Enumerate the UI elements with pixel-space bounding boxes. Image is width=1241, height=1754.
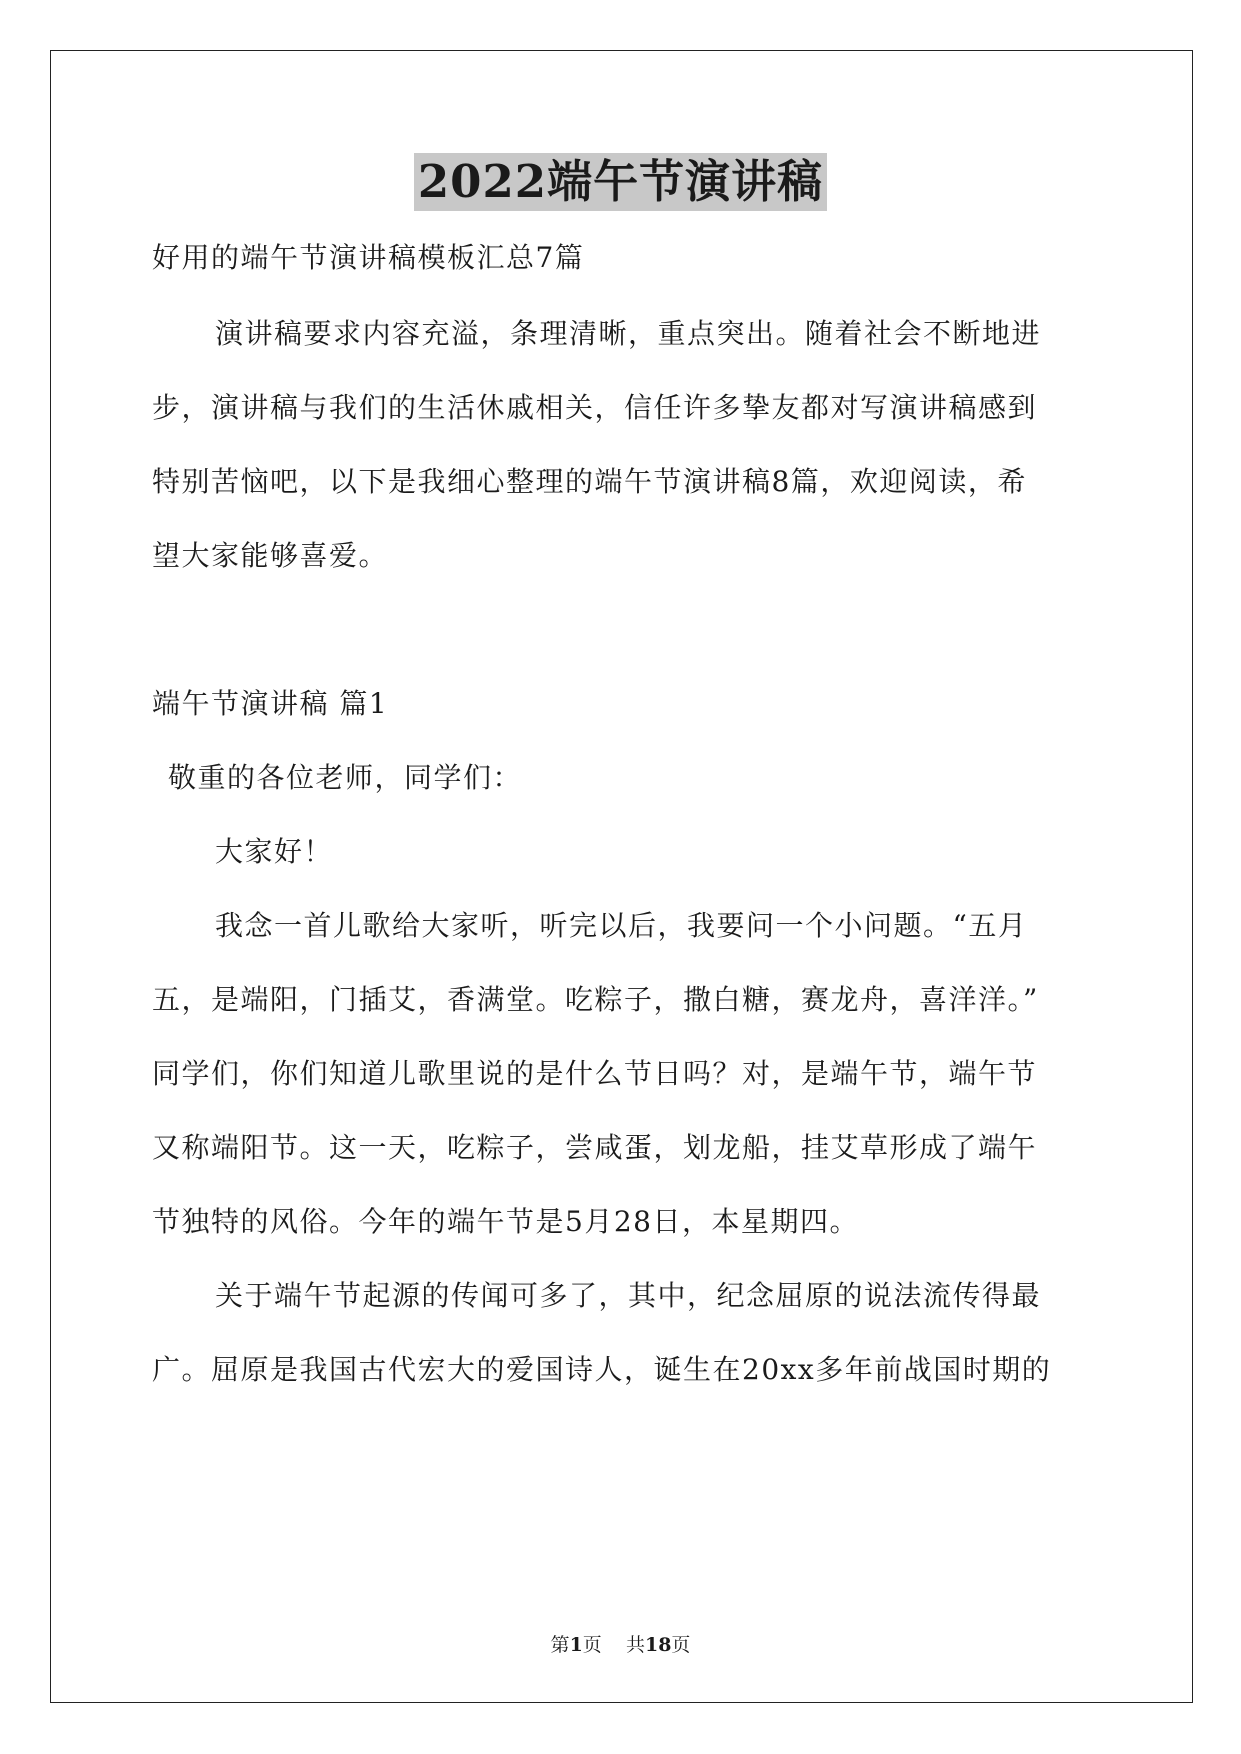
paragraph1-line-5: 节独特的风俗。今年的端午节是5月28日，本星期四。 [152, 1205, 859, 1238]
footer-page-number: 1 [569, 1634, 583, 1656]
section-heading: 端午节演讲稿 篇1 [152, 687, 389, 720]
paragraph1-line-4: 又称端阳节。这一天，吃粽子，尝咸蛋，划龙船，挂艾草形成了端午 [152, 1131, 1038, 1164]
paragraph2-line-1: 关于端午节起源的传闻可多了，其中，纪念屈原的说法流传得最 [215, 1279, 1042, 1312]
footer-total-pages: 18 [644, 1634, 672, 1656]
paragraph1-line-3: 同学们，你们知道儿歌里说的是什么节日吗？对，是端午节，端午节 [152, 1057, 1038, 1090]
footer-middle: 页 共 [582, 1634, 645, 1656]
document-title: 2022端午节演讲稿 [414, 153, 827, 211]
footer-prefix: 第 [550, 1634, 570, 1656]
page-footer [0, 1632, 1241, 1658]
greeting: 大家好！ [215, 835, 334, 868]
title-container [0, 153, 1241, 211]
paragraph1-line-1: 我念一首儿歌给大家听，听完以后，我要问一个小问题。“五月 [215, 909, 1028, 942]
intro-line-4: 望大家能够喜爱。 [152, 539, 389, 572]
page-border [50, 50, 1193, 1703]
footer-suffix: 页 [671, 1634, 691, 1656]
document-subtitle: 好用的端午节演讲稿模板汇总7篇 [152, 241, 585, 274]
intro-line-3: 特别苦恼吧，以下是我细心整理的端午节演讲稿8篇，欢迎阅读，希 [152, 465, 1027, 498]
salutation: 敬重的各位老师，同学们： [168, 761, 523, 794]
intro-line-2: 步，演讲稿与我们的生活休戚相关，信任许多挚友都对写演讲稿感到 [152, 391, 1038, 424]
paragraph1-line-2: 五，是端阳，门插艾，香满堂。吃粽子，撒白糖，赛龙舟，喜洋洋。” [152, 983, 1039, 1016]
intro-line-1: 演讲稿要求内容充溢，条理清晰，重点突出。随着社会不断地进 [215, 317, 1042, 350]
paragraph2-line-2: 广。屈原是我国古代宏大的爱国诗人，诞生在20xx多年前战国时期的 [152, 1353, 1052, 1386]
